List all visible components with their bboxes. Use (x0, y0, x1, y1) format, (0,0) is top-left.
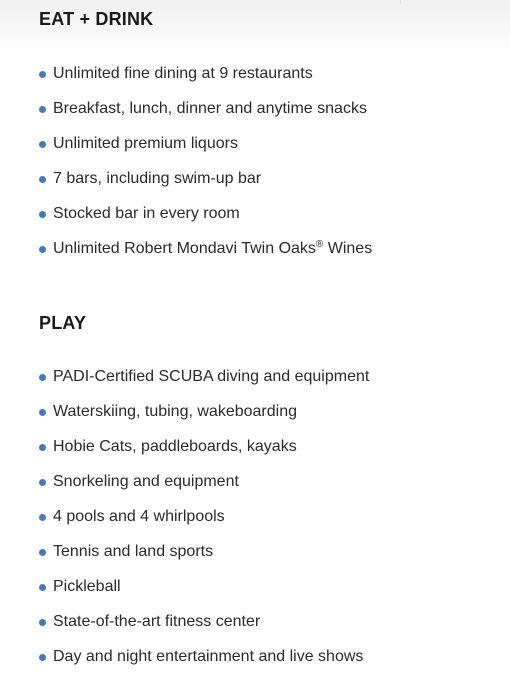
play-heading: PLAY (39, 313, 87, 333)
bullet-dot-icon (39, 514, 46, 521)
list-item-text: Tennis and land sports (53, 543, 214, 560)
wine-item-suffix: Wines (323, 240, 373, 257)
bullet-dot-icon (39, 619, 46, 626)
list-item-text: State-of-the-art fitness center (53, 613, 261, 630)
list-item-text: Breakfast, lunch, dinner and anytime snacks (53, 100, 367, 117)
bullet-dot-icon (39, 409, 46, 416)
bullet-dot-icon (39, 584, 46, 591)
wine-item-prefix: Unlimited Robert Mondavi Twin Oaks (53, 240, 316, 257)
bullet-dot-icon (39, 71, 46, 78)
bullet-dot-icon (39, 211, 46, 218)
eat-drink-heading: EAT + DRINK (39, 9, 154, 29)
list-item-text: Hobie Cats, paddleboards, kayaks (53, 438, 297, 455)
header-divider (400, 0, 401, 4)
list-item-text: Waterskiing, tubing, wakeboarding (53, 403, 297, 420)
list-item-text: Pickleball (53, 578, 121, 595)
list-item-text (53, 237, 372, 261)
list-item-text: 4 pools and 4 whirlpools (53, 508, 225, 525)
list-item-text: Stocked bar in every room (53, 205, 240, 222)
bullet-dot-icon (39, 444, 46, 451)
bullet-dot-icon (39, 246, 46, 253)
list-item-text: 7 bars, including swim-up bar (53, 170, 262, 187)
bullet-dot-icon (39, 654, 46, 661)
list-item-text: Snorkeling and equipment (53, 473, 239, 490)
registered-mark: ® (315, 239, 324, 250)
list-item-text: PADI-Certified SCUBA diving and equipment (53, 368, 370, 385)
list-item-text: Unlimited fine dining at 9 restaurants (53, 65, 313, 82)
bullet-dot-icon (39, 479, 46, 486)
bullet-dot-icon (39, 374, 46, 381)
bullet-dot-icon (39, 549, 46, 556)
list-item-text: Unlimited premium liquors (53, 135, 238, 152)
bullet-dot-icon (39, 141, 46, 148)
list-item-text: Day and night entertainment and live shows (53, 648, 364, 665)
bullet-dot-icon (39, 106, 46, 113)
bullet-dot-icon (39, 176, 46, 183)
